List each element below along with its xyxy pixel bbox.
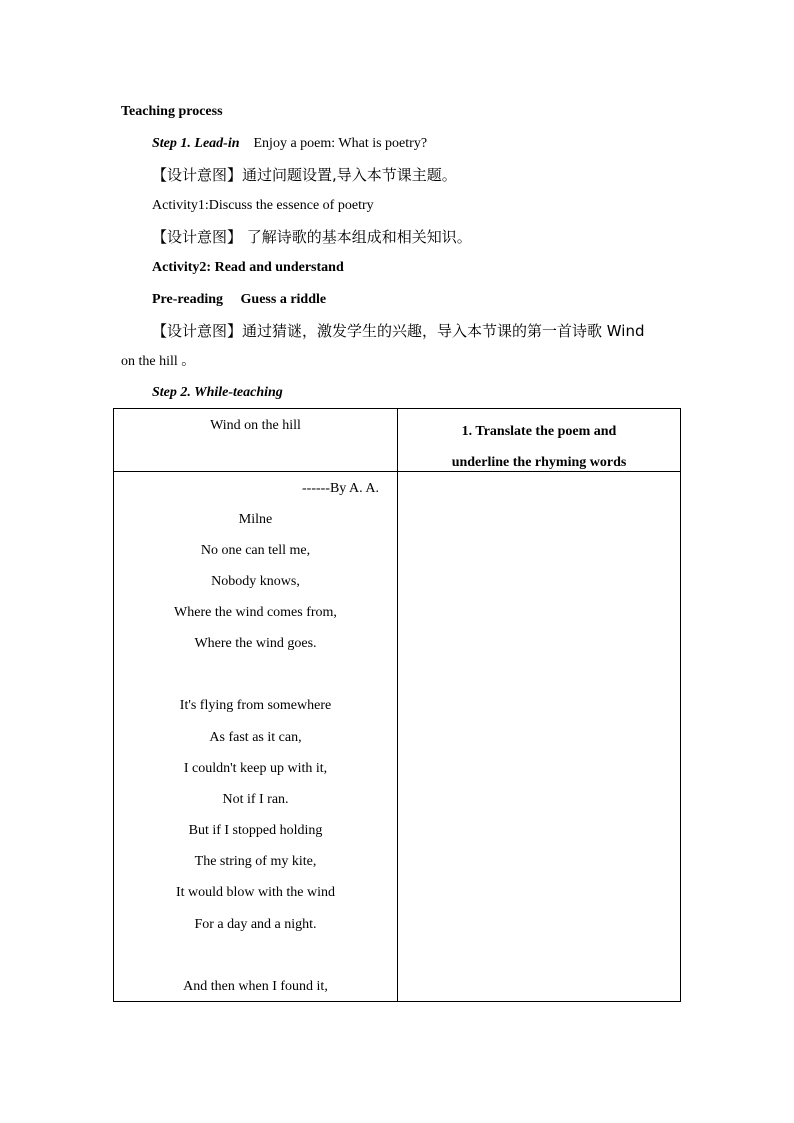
step1-label: Step 1. Lead-in [152,136,240,151]
poem-line: It's flying from somewhere [179,698,332,713]
prereading-line [152,290,326,310]
lesson-table [113,408,681,1002]
task-header-line2: underline the rhyming words [451,455,627,470]
design-intent-3-line2: on the hill 。 [121,354,196,369]
step2-label: Step 2. While-teaching [152,385,283,400]
poem-line: And then when I found it, [183,979,328,994]
poem-line: Nobody knows, [211,574,300,589]
poem-line: The string of my kite, [194,854,317,869]
step1-text: Enjoy a poem: What is poetry? [253,136,428,151]
poem-title-cell: Wind on the hill [210,418,301,433]
activity1-line: Activity1:Discuss the essence of poetry [152,198,374,213]
task-header-line1: 1. Translate the poem and [461,424,617,439]
activity2-line: Activity2: Read and understand [152,260,344,275]
task-header-cell [398,416,680,478]
poem-line: Where the wind goes. [194,636,317,651]
design-intent-2: 【设计意图】 了解诗歌的基本组成和相关知识。 [152,228,472,246]
poem-line: No one can tell me, [200,543,311,558]
prereading-label: Pre-reading [152,292,224,307]
design-intent-1: 【设计意图】通过问题设置,导入本节课主题。 [152,166,457,184]
poem-line: Milne [238,512,273,527]
poem-line: I couldn't keep up with it, [183,761,328,776]
table-column-divider [397,409,398,1001]
poem-line: For a day and a night. [194,917,317,932]
design-intent-3-line1: 【设计意图】通过猜谜，激发学生的兴趣，导入本节课的第一首诗歌 Wind [152,322,645,340]
page-heading: Teaching process [121,104,223,119]
poem-line: Where the wind comes from, [174,605,337,620]
prereading-text: Guess a riddle [240,292,327,307]
poem-line: But if I stopped holding [188,823,323,838]
poem-author: ------By A. A. [302,481,379,496]
poem-line: As fast as it can, [209,730,302,745]
poem-line: It would blow with the wind [175,885,336,900]
poem-line: Not if I ran. [222,792,289,807]
step1-line [152,134,427,154]
